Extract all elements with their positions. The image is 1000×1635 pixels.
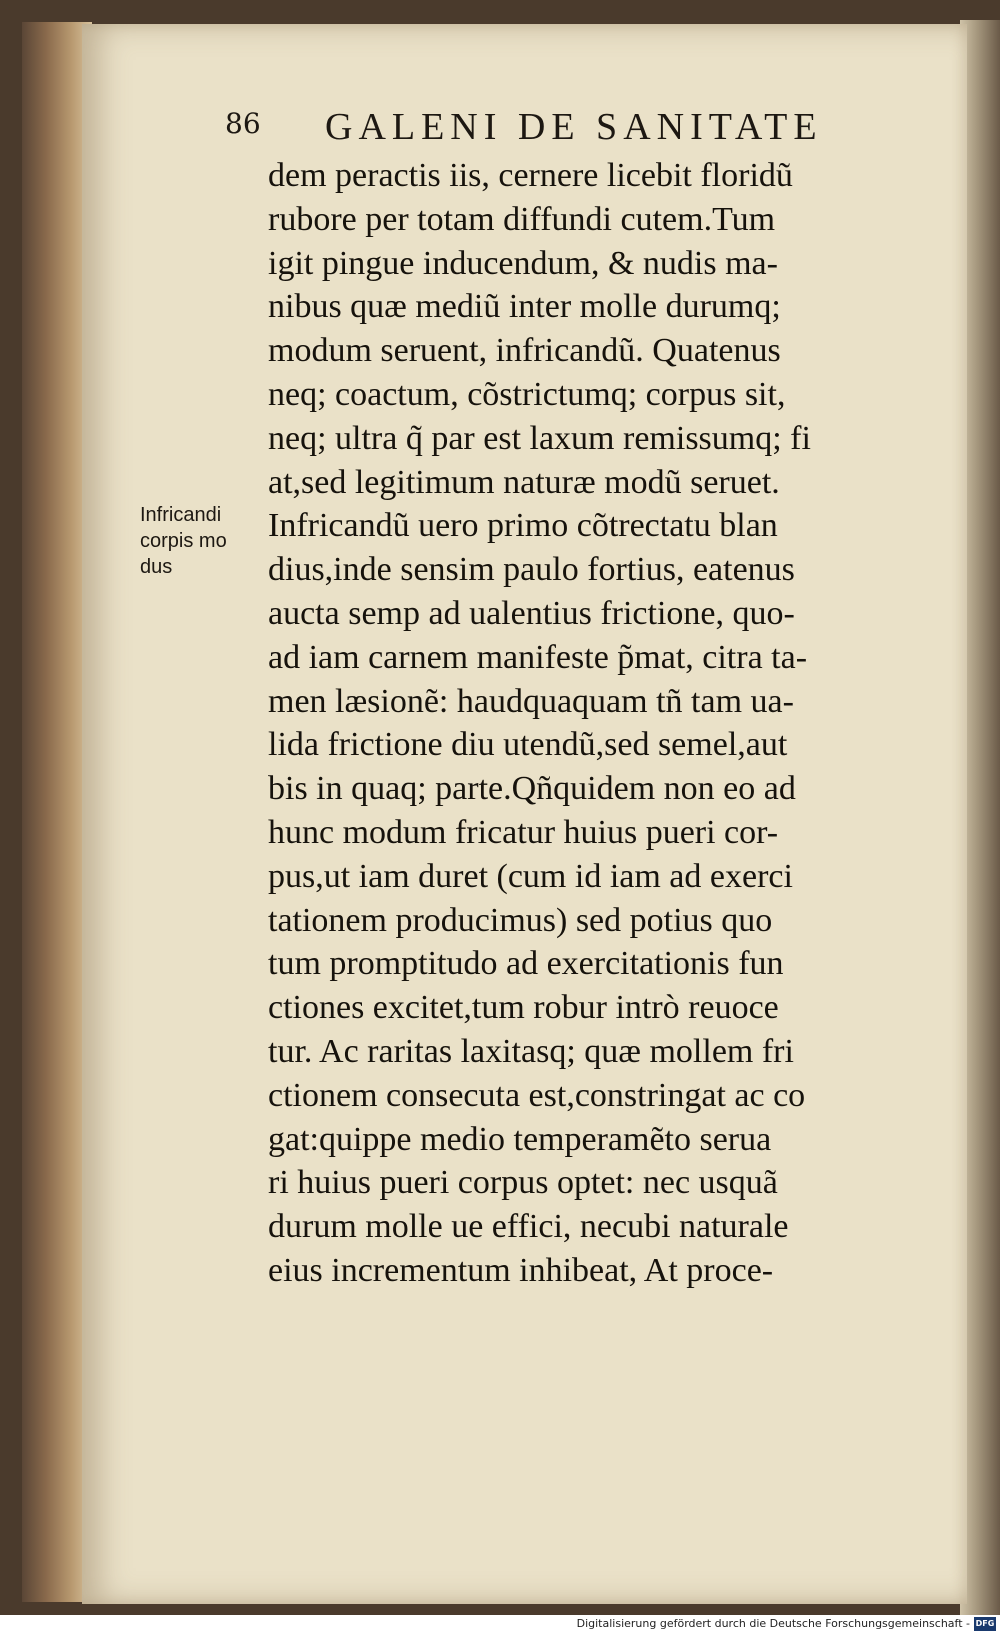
text-line: bis in quaq; parte.Qñquidem non eo ad: [268, 770, 796, 808]
text-line: dius,inde sensim paulo fortius, eatenus: [268, 551, 795, 589]
text-line: eius incrementum inhibeat, At proce-: [268, 1251, 774, 1289]
dfg-logo: DFG: [974, 1617, 996, 1631]
text-line: Infricandũ uero primo cõtrectatu blan: [268, 507, 778, 545]
text-line: tationem producimus) sed potius quo: [268, 901, 773, 939]
page-number: 86: [225, 107, 261, 140]
text-line: ctiones excitet,tum robur intrò reuoce: [268, 989, 779, 1027]
margin-note: [140, 502, 270, 580]
text-line: ad iam carnem manifeste p̃mat, citra ta-: [268, 638, 808, 676]
footer-bar: [0, 1615, 1000, 1635]
text-line: aucta semp ad ualentius frictione, quo-: [268, 594, 795, 632]
text-line: hunc modum fricatur huius pueri cor-: [268, 813, 779, 851]
digitization-credit: Digitalisierung gefördert durch die Deutsche Forschungsgemeinschaft -: [576, 1617, 970, 1630]
margin-note-line: dus: [140, 556, 173, 578]
text-line: neq; ultra q̃ par est laxum remissumq; fi: [268, 419, 811, 457]
text-line: igit pingue inducendum, & nudis ma-: [268, 244, 778, 282]
text-line: pus,ut iam duret (cum id iam ad exerci: [268, 857, 793, 895]
text-line: tur. Ac raritas laxitasq; quæ mollem fri: [268, 1032, 794, 1070]
text-line: durum molle ue effici, necubi naturale: [268, 1208, 789, 1246]
text-line: men læsionẽ: haudquaquam tñ tam ua-: [268, 682, 794, 720]
text-line: at,sed legitimum naturæ modũ seruet.: [268, 463, 780, 501]
text-line: ctionem consecuta est,constringat ac co: [268, 1076, 806, 1114]
text-line: tum promptitudo ad exercitationis fun: [268, 945, 784, 983]
page-header: [225, 105, 895, 155]
text-line: lida frictione diu utendũ,sed semel,aut: [268, 726, 788, 764]
text-line: dem peractis iis, cernere licebit floridũ: [268, 157, 793, 194]
margin-note-line: corpis mo: [140, 530, 227, 552]
text-line: nibus quæ mediũ inter molle durumq;: [268, 288, 781, 326]
text-line: ri huius pueri corpus optet: nec usquã: [268, 1164, 778, 1202]
body-text: [268, 154, 928, 1293]
text-line: gat:quippe medio temperamẽto serua: [268, 1120, 772, 1158]
margin-note-line: Infricandi: [140, 504, 222, 526]
running-title: GALENI DE SANITATE: [325, 106, 823, 148]
text-line: rubore per totam diffundi cutem.Tum: [268, 200, 776, 238]
text-line: neq; coactum, cõstrictumq; corpus sit,: [268, 375, 786, 413]
text-line: modum seruent, infricandũ. Quatenus: [268, 332, 781, 370]
